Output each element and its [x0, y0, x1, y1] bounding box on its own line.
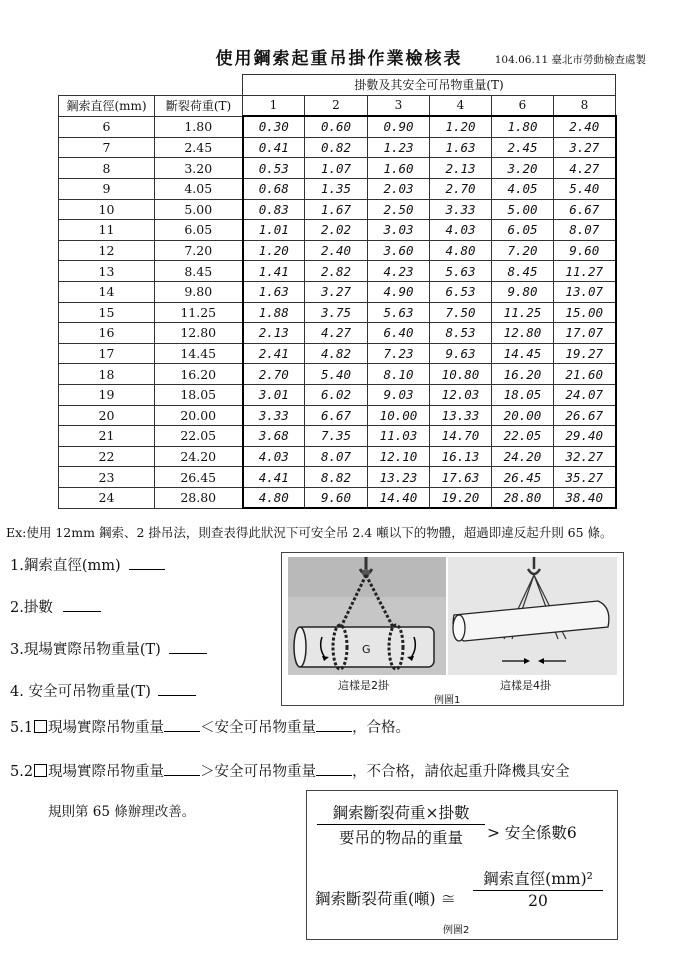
cell-safe-load: 0.60 [305, 116, 368, 137]
cell-safe-load: 3.03 [368, 220, 430, 241]
cell-safe-load: 4.27 [305, 323, 368, 344]
cell-breaking-load: 7.20 [155, 240, 243, 261]
f1-denominator: 要吊的物品的重量 [338, 829, 463, 847]
question-3-label: 3.現場實際吊物重量(T) [10, 642, 161, 658]
diameter-blank[interactable] [129, 555, 165, 570]
question-3 [10, 638, 207, 659]
cell-safe-load: 4.03 [430, 220, 492, 241]
safety-factor-fraction [317, 801, 485, 848]
cell-safe-load: 14.40 [368, 487, 430, 508]
cell-safe-load: 3.60 [368, 240, 430, 261]
cell-safe-load: 2.02 [305, 220, 368, 241]
header-legs-1: 1 [243, 95, 305, 116]
breaking-load-fraction [473, 867, 603, 910]
cell-safe-load: 11.03 [368, 426, 430, 447]
cell-safe-load: 6.53 [430, 281, 492, 302]
cell-safe-load: 19.20 [430, 487, 492, 508]
cell-safe-load: 9.80 [492, 281, 554, 302]
f1-numerator: 鋼索斷裂荷重×掛數 [332, 804, 470, 822]
table-row [59, 323, 616, 344]
cell-safe-load: 8.53 [430, 323, 492, 344]
cell-safe-load: 2.82 [305, 261, 368, 282]
cell-safe-load: 2.03 [368, 178, 430, 199]
cell-safe-load: 29.40 [554, 426, 616, 447]
f2-lhs: 鋼索斷裂荷重(噸) ≅ [315, 890, 457, 908]
table-row [59, 384, 616, 405]
cell-safe-load: 3.33 [430, 199, 492, 220]
q52-safe-label: ＞安全可吊物重量 [200, 764, 317, 780]
four-leg-drawing [448, 557, 617, 675]
actual-weight-blank[interactable] [169, 639, 207, 654]
cell-safe-load: 6.02 [305, 384, 368, 405]
figure-1-label: 例圖1 [434, 695, 461, 706]
cell-safe-load: 19.27 [554, 343, 616, 364]
example-note: Ex:使用 12mm 鋼索、2 掛吊法，則查表得此狀況下可安全吊 2.4 噸以下的物體，超過即違反起升則 65 條。 [6, 525, 613, 540]
question-5-1 [10, 716, 410, 737]
cell-safe-load: 6.67 [305, 405, 368, 426]
question-1-label: 1.鋼索直徑(mm) [10, 558, 121, 574]
cell-breaking-load: 5.00 [155, 199, 243, 220]
cell-safe-load: 9.63 [430, 343, 492, 364]
two-leg-caption: 這樣是2掛 [338, 679, 389, 692]
f2-fraction-bar [473, 890, 603, 891]
cell-safe-load: 1.67 [305, 199, 368, 220]
q51-actual-blank[interactable] [164, 717, 200, 732]
cell-safe-load: 0.53 [243, 158, 305, 179]
cell-safe-load: 3.01 [243, 384, 305, 405]
cell-safe-load: 22.05 [492, 426, 554, 447]
cell-safe-load: 7.20 [492, 240, 554, 261]
cell-breaking-load: 14.45 [155, 343, 243, 364]
cell-breaking-load: 8.45 [155, 261, 243, 282]
cell-safe-load: 1.20 [430, 116, 492, 137]
header-legs-4: 4 [430, 95, 492, 116]
cell-safe-load: 1.07 [305, 158, 368, 179]
cell-breaking-load: 6.05 [155, 220, 243, 241]
cell-breaking-load: 4.05 [155, 178, 243, 199]
cell-safe-load: 4.03 [243, 446, 305, 467]
cell-safe-load: 1.88 [243, 302, 305, 323]
header-diameter: 鋼索直徑(mm) [59, 95, 155, 116]
cell-safe-load: 2.70 [430, 178, 492, 199]
cell-diameter: 22 [59, 446, 155, 467]
q52-checkbox[interactable] [34, 764, 47, 777]
cell-safe-load: 11.25 [492, 302, 554, 323]
table-row [59, 467, 616, 488]
question-2-label: 2.掛數 [10, 600, 53, 616]
cell-safe-load: 17.63 [430, 467, 492, 488]
header-legs-6: 6 [492, 95, 554, 116]
cell-safe-load: 6.40 [368, 323, 430, 344]
cell-safe-load: 20.00 [492, 405, 554, 426]
page-title: 使用鋼索起重吊掛作業檢核表 [215, 49, 463, 69]
table-row [59, 302, 616, 323]
cell-safe-load: 4.82 [305, 343, 368, 364]
cell-safe-load: 5.40 [305, 364, 368, 385]
cell-safe-load: 0.41 [243, 137, 305, 158]
cell-safe-load: 4.41 [243, 467, 305, 488]
cell-safe-load: 3.68 [243, 426, 305, 447]
cell-diameter: 23 [59, 467, 155, 488]
cell-diameter: 11 [59, 220, 155, 241]
cell-breaking-load: 2.45 [155, 137, 243, 158]
cell-safe-load: 9.03 [368, 384, 430, 405]
cell-safe-load: 4.90 [368, 281, 430, 302]
cell-safe-load: 3.75 [305, 302, 368, 323]
cell-safe-load: 1.63 [430, 137, 492, 158]
cell-diameter: 12 [59, 240, 155, 261]
two-leg-photo [288, 557, 446, 675]
cell-diameter: 18 [59, 364, 155, 385]
cell-safe-load: 17.07 [554, 323, 616, 344]
header-legs-3: 3 [368, 95, 430, 116]
cell-safe-load: 11.27 [554, 261, 616, 282]
cell-diameter: 21 [59, 426, 155, 447]
table-row [59, 487, 616, 508]
cell-safe-load: 3.33 [243, 405, 305, 426]
q51-prefix: 5.1 [10, 720, 34, 736]
figure-2 [306, 790, 618, 940]
cell-safe-load: 7.23 [368, 343, 430, 364]
cell-breaking-load: 12.80 [155, 323, 243, 344]
table-row [59, 178, 616, 199]
question-2 [10, 596, 101, 617]
cell-safe-load: 12.03 [430, 384, 492, 405]
cell-safe-load: 24.07 [554, 384, 616, 405]
table-row [59, 364, 616, 385]
cell-safe-load: 1.41 [243, 261, 305, 282]
four-leg-caption: 這樣是4掛 [500, 679, 551, 692]
table-row [59, 220, 616, 241]
cell-safe-load: 26.45 [492, 467, 554, 488]
cell-safe-load: 0.83 [243, 199, 305, 220]
safe-weight-blank[interactable] [158, 681, 196, 696]
cell-safe-load: 4.27 [554, 158, 616, 179]
f2-numerator: 鋼索直徑(mm)² [483, 870, 593, 888]
cell-safe-load: 24.20 [492, 446, 554, 467]
table-row [59, 261, 616, 282]
cell-diameter: 8 [59, 158, 155, 179]
q52-result: ，不合格，請依起重升降機具安全 [352, 764, 570, 780]
cell-breaking-load: 24.20 [155, 446, 243, 467]
question-5-2 [10, 760, 570, 781]
agency-note: 104.06.11 臺北市勞動檢查處製 [494, 54, 646, 66]
cell-safe-load: 5.40 [554, 178, 616, 199]
cell-safe-load: 6.67 [554, 199, 616, 220]
cell-safe-load: 14.70 [430, 426, 492, 447]
cell-breaking-load: 16.20 [155, 364, 243, 385]
cell-safe-load: 13.33 [430, 405, 492, 426]
cell-safe-load: 0.68 [243, 178, 305, 199]
cell-breaking-load: 9.80 [155, 281, 243, 302]
cell-safe-load: 4.23 [368, 261, 430, 282]
q51-result: ，合格。 [352, 720, 411, 736]
cell-safe-load: 9.60 [305, 487, 368, 508]
cell-safe-load: 8.45 [492, 261, 554, 282]
cell-safe-load: 12.80 [492, 323, 554, 344]
cell-safe-load: 2.70 [243, 364, 305, 385]
cell-safe-load: 6.05 [492, 220, 554, 241]
cell-safe-load: 13.23 [368, 467, 430, 488]
cell-safe-load: 0.82 [305, 137, 368, 158]
q51-safe-label: ＜安全可吊物重量 [200, 720, 317, 736]
cell-safe-load: 15.00 [554, 302, 616, 323]
cell-safe-load: 2.40 [305, 240, 368, 261]
table-row [59, 116, 616, 137]
cell-diameter: 24 [59, 487, 155, 508]
cell-safe-load: 1.63 [243, 281, 305, 302]
cell-safe-load: 14.45 [492, 343, 554, 364]
question-4-label: 4. 安全可吊物重量(T) [10, 684, 151, 700]
cell-safe-load: 32.27 [554, 446, 616, 467]
cell-safe-load: 35.27 [554, 467, 616, 488]
cell-breaking-load: 18.05 [155, 384, 243, 405]
cell-safe-load: 1.23 [368, 137, 430, 158]
cell-diameter: 15 [59, 302, 155, 323]
table-row [59, 158, 616, 179]
table-corner [59, 75, 243, 96]
cell-safe-load: 1.80 [492, 116, 554, 137]
cell-safe-load: 26.67 [554, 405, 616, 426]
q52-safe-blank[interactable] [316, 761, 352, 776]
f2-denominator: 20 [528, 892, 548, 910]
cell-safe-load: 5.63 [368, 302, 430, 323]
q51-checkbox[interactable] [34, 720, 47, 733]
cell-safe-load: 7.50 [430, 302, 492, 323]
question-5-2-continued: 規則第 65 條辦理改善。 [48, 804, 196, 820]
cell-breaking-load: 26.45 [155, 467, 243, 488]
cell-safe-load: 5.00 [492, 199, 554, 220]
cell-diameter: 9 [59, 178, 155, 199]
cell-safe-load: 2.13 [430, 158, 492, 179]
cell-diameter: 20 [59, 405, 155, 426]
cell-safe-load: 9.60 [554, 240, 616, 261]
cell-safe-load: 2.41 [243, 343, 305, 364]
cell-safe-load: 2.50 [368, 199, 430, 220]
header-legs-2: 2 [305, 95, 368, 116]
cell-breaking-load: 1.80 [155, 116, 243, 137]
table-row [59, 426, 616, 447]
cell-safe-load: 2.13 [243, 323, 305, 344]
q52-prefix: 5.2 [10, 764, 34, 780]
cell-breaking-load: 3.20 [155, 158, 243, 179]
center-of-gravity-mark: G [362, 643, 371, 656]
cell-breaking-load: 28.80 [155, 487, 243, 508]
q52-actual-blank[interactable] [164, 761, 200, 776]
q52-actual-label: 現場實際吊物重量 [48, 764, 165, 780]
cell-safe-load: 8.07 [554, 220, 616, 241]
table-row [59, 446, 616, 467]
table-row [59, 281, 616, 302]
cell-safe-load: 5.63 [430, 261, 492, 282]
f1-rhs: > 安全係數6 [487, 824, 577, 842]
header-legs-8: 8 [554, 95, 616, 116]
cell-diameter: 17 [59, 343, 155, 364]
cell-safe-load: 1.20 [243, 240, 305, 261]
group-header: 掛數及其安全可吊物重量(T) [243, 75, 616, 96]
table-row [59, 343, 616, 364]
cell-diameter: 6 [59, 116, 155, 137]
cell-safe-load: 8.10 [368, 364, 430, 385]
cell-safe-load: 4.80 [430, 240, 492, 261]
cell-safe-load: 1.60 [368, 158, 430, 179]
cell-safe-load: 16.13 [430, 446, 492, 467]
cell-breaking-load: 22.05 [155, 426, 243, 447]
cell-safe-load: 16.20 [492, 364, 554, 385]
q51-safe-blank[interactable] [316, 717, 352, 732]
cell-safe-load: 7.35 [305, 426, 368, 447]
rope-load-table [58, 74, 617, 509]
cell-breaking-load: 11.25 [155, 302, 243, 323]
cell-safe-load: 0.90 [368, 116, 430, 137]
question-1 [10, 554, 165, 575]
figure-1 [281, 552, 624, 706]
cell-diameter: 7 [59, 137, 155, 158]
cell-safe-load: 10.80 [430, 364, 492, 385]
cell-safe-load: 0.30 [243, 116, 305, 137]
cell-safe-load: 10.00 [368, 405, 430, 426]
f1-fraction-bar [317, 824, 485, 825]
cell-safe-load: 38.40 [554, 487, 616, 508]
cell-diameter: 10 [59, 199, 155, 220]
cell-safe-load: 3.27 [305, 281, 368, 302]
legs-blank[interactable] [63, 597, 101, 612]
q51-actual-label: 現場實際吊物重量 [48, 720, 165, 736]
cell-safe-load: 8.07 [305, 446, 368, 467]
cell-safe-load: 1.35 [305, 178, 368, 199]
cell-diameter: 13 [59, 261, 155, 282]
cell-safe-load: 12.10 [368, 446, 430, 467]
cell-breaking-load: 20.00 [155, 405, 243, 426]
cell-safe-load: 21.60 [554, 364, 616, 385]
table-row [59, 240, 616, 261]
cell-diameter: 14 [59, 281, 155, 302]
cell-safe-load: 4.05 [492, 178, 554, 199]
cell-safe-load: 1.01 [243, 220, 305, 241]
cell-safe-load: 18.05 [492, 384, 554, 405]
question-4 [10, 680, 196, 701]
cell-safe-load: 28.80 [492, 487, 554, 508]
table-row [59, 137, 616, 158]
cell-safe-load: 2.40 [554, 116, 616, 137]
header-breaking-load: 斷裂荷重(T) [155, 95, 243, 116]
cell-diameter: 16 [59, 323, 155, 344]
table-row [59, 199, 616, 220]
cell-safe-load: 3.27 [554, 137, 616, 158]
figure-2-label: 例圖2 [443, 925, 470, 936]
cell-safe-load: 3.20 [492, 158, 554, 179]
table-row [59, 405, 616, 426]
cell-safe-load: 13.07 [554, 281, 616, 302]
cell-safe-load: 2.45 [492, 137, 554, 158]
cell-safe-load: 4.80 [243, 487, 305, 508]
cell-diameter: 19 [59, 384, 155, 405]
cell-safe-load: 8.82 [305, 467, 368, 488]
